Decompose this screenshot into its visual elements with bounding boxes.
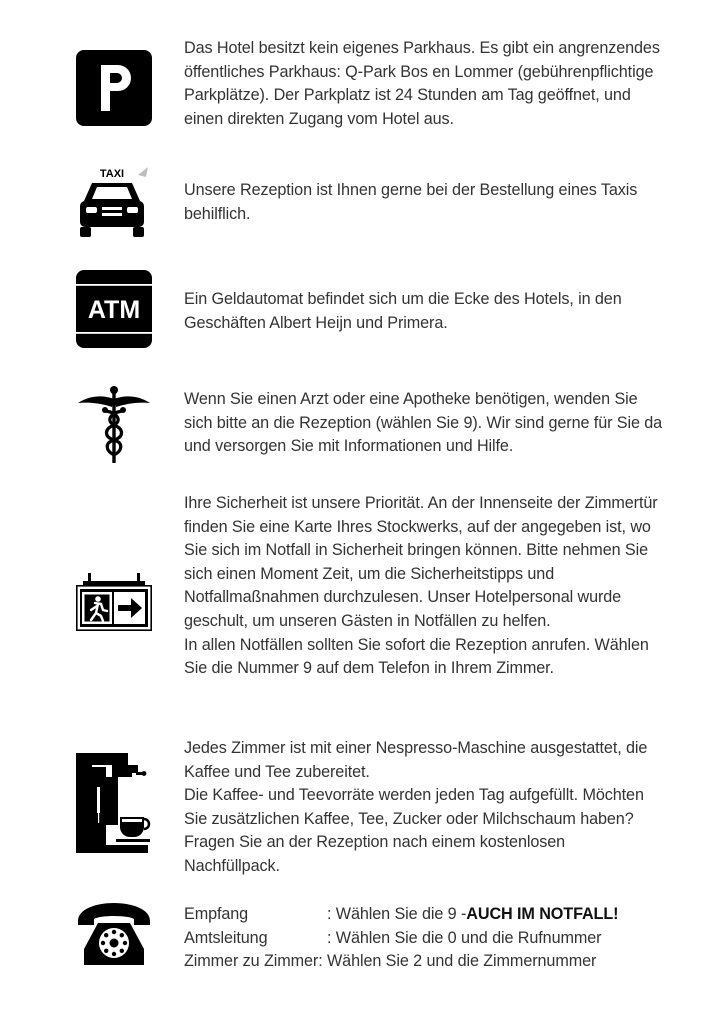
atm-text: [184, 288, 664, 335]
taxi-paragraph: Unsere Rezeption ist Ihnen gerne bei der Bestellung eines Taxis behilflich.: [184, 181, 638, 223]
coffee-machine-icon: [76, 753, 152, 855]
parking-icon: [76, 50, 152, 126]
atm-label: ATM: [87, 296, 141, 324]
safety-paragraph: In allen Notfällen sollten Sie sofort die Rezeption anrufen. Wählen Sie die Nummer 9 auf dem Telefon in Ihrem Zimmer.: [184, 635, 649, 678]
parking-paragraph: Das Hotel besitzt kein eigenes Parkhaus. Es gibt ein angrenzendes öffentliches Parkhaus: Q-Park Bos en Lommer (gebührenpflichtige Parkplätze). Der Parkplatz ist 24 Stunden am Tag geöffnet, und einen direkten Zugang vom Hotel aus.: [184, 39, 660, 128]
phone-emphasis: AUCH IM NOTFALL!: [466, 905, 619, 923]
atm-paragraph: Ein Geldautomat befindet sich um die Ecke des Hotels, in den Geschäften Albert Heijn und Primera.: [184, 290, 622, 332]
phone-row-zimmer: [184, 950, 664, 974]
taxi-sign-label: TAXI: [99, 168, 125, 180]
doctor-paragraph: Wenn Sie einen Arzt oder eine Apotheke benötigen, wenden Sie sich bitte an die Rezeption (wählen Sie 9). Wir sind gerne für Sie da und versorgen Sie mit Informationen und Hilfe.: [184, 390, 663, 456]
caduceus-icon: [76, 385, 152, 465]
phone-row-amtsleitung: [184, 927, 664, 951]
phone-value: : Wählen Sie die 9 -: [327, 905, 467, 923]
phone-value: : Wählen Sie die 0 und die Rufnummer: [327, 928, 602, 947]
phone-text: [184, 903, 664, 974]
safety-text: [184, 492, 664, 681]
coffee-paragraph: Jedes Zimmer ist mit einer Nespresso-Maschine ausgestattet, die Kaffee und Tee zubereitet.: [184, 739, 648, 781]
phone-label: Zimmer zu Zimmer: [184, 952, 319, 971]
coffee-paragraph: Die Kaffee- und Teevorräte werden jeden Tag aufgefüllt. Möchten Sie zusätzlichen Kaffee, Tee, Zucker oder Milchschaum haben? Fragen Sie an der Rezeption nach einem kostenlosen Nachfüllpack.: [184, 786, 644, 875]
phone-value: : Wählen Sie 2 und die Zimmernummer: [318, 952, 597, 971]
taxi-text: [184, 179, 664, 226]
telephone-icon: [76, 903, 152, 967]
phone-label: Empfang: [184, 905, 249, 923]
coffee-text: [184, 737, 664, 879]
safety-paragraph: Ihre Sicherheit ist unsere Priorität. An der Innenseite der Zimmertür finden Sie eine Karte Ihres Stockwerks, auf der angegeben ist, wo Sie sich im Notfall in Sicherheit bringen können. Bitte nehmen Sie sich einen Moment Zeit, um die Sicherheitstipps und Notfallmaßnahmen durchzulesen. Unser Hotelpersonal wurde geschult, um unseren Gästen in Notfällen zu helfen.: [184, 494, 658, 630]
doctor-text: [184, 388, 664, 459]
taxi-icon: [76, 165, 152, 241]
phone-label: Amtsleitung: [184, 928, 268, 947]
parking-text: [184, 37, 664, 131]
emergency-exit-icon: [76, 573, 152, 631]
atm-icon: [76, 270, 152, 348]
phone-row-empfang: [184, 903, 664, 927]
